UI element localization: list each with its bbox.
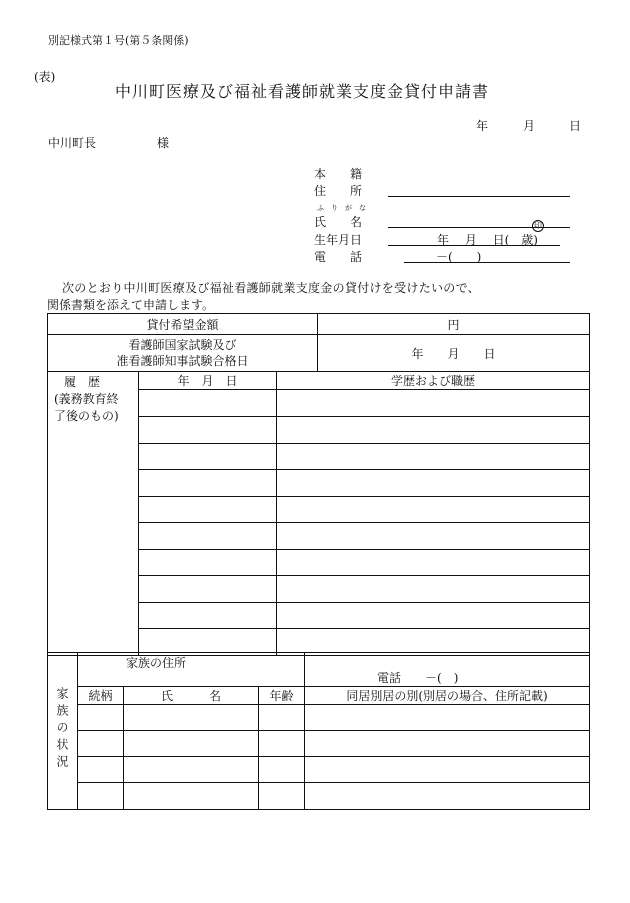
family-age-cell[interactable] (259, 757, 305, 783)
birthdate-value: 年 月 日( 歳) (437, 233, 538, 247)
address-label: 住 所 (314, 184, 363, 198)
history-date-cell[interactable] (139, 576, 277, 603)
request-text-line2: 関係書類を添えて申請します。 (47, 298, 215, 312)
col-cohabit: 同居別居の別(別居の場合、住所記載) (305, 687, 590, 705)
family-age-cell[interactable] (259, 705, 305, 731)
history-detail-cell[interactable] (277, 576, 590, 603)
loan-amount-field[interactable] (318, 314, 590, 335)
family-relation-cell[interactable] (78, 705, 124, 731)
phone-field[interactable] (404, 262, 570, 263)
history-label: 履 歴 (64, 375, 101, 389)
family-cohabit-cell[interactable] (305, 705, 590, 731)
honseki-label: 本 籍 (314, 167, 363, 181)
yen-unit: 円 (447, 317, 460, 332)
history-date-cell[interactable] (139, 523, 277, 550)
history-detail-header: 学歴および職歴 (277, 372, 590, 390)
form-number: 別記様式第１号(第５条関係) (48, 34, 189, 47)
phone-value: －( ) (436, 250, 482, 264)
col-name: 氏 名 (124, 687, 259, 705)
history-date-cell[interactable] (139, 417, 277, 444)
birthdate-field[interactable] (388, 245, 560, 246)
family-name-cell[interactable] (124, 783, 259, 810)
application-table (47, 313, 590, 656)
history-detail-cell[interactable] (277, 417, 590, 444)
family-age-cell[interactable] (259, 731, 305, 757)
family-name-cell[interactable] (124, 705, 259, 731)
side-indicator: (表) (34, 70, 56, 84)
history-date-cell[interactable] (139, 390, 277, 417)
history-date-cell[interactable] (139, 550, 277, 576)
history-detail-cell[interactable] (277, 470, 590, 497)
family-age-cell[interactable] (259, 783, 305, 810)
history-detail-cell[interactable] (277, 603, 590, 629)
family-table (47, 652, 590, 810)
history-detail-cell[interactable] (277, 390, 590, 417)
address-field[interactable] (388, 196, 570, 197)
history-date-cell[interactable] (139, 603, 277, 629)
family-cohabit-cell[interactable] (305, 783, 590, 810)
family-name-cell[interactable] (124, 731, 259, 757)
family-address-label: 家族の住所 (78, 653, 305, 687)
history-detail-cell[interactable] (277, 444, 590, 470)
history-detail-cell[interactable] (277, 550, 590, 576)
exam-pass-date-field[interactable]: 年 月 日 (318, 335, 590, 372)
history-detail-cell[interactable] (277, 523, 590, 550)
loan-amount-label: 貸付希望金額 (48, 314, 318, 335)
col-relation: 続柄 (78, 687, 124, 705)
family-phone-text: 電話 －( ) (377, 671, 459, 685)
family-relation-cell[interactable] (78, 757, 124, 783)
family-address-field[interactable] (305, 653, 590, 687)
history-date-cell[interactable] (139, 470, 277, 497)
addressee-name: 中川町長 (48, 136, 97, 150)
date-month-label: 月 (523, 119, 536, 133)
history-note: (義務教育終了後のもの) (54, 392, 119, 423)
history-date-cell[interactable] (139, 497, 277, 523)
family-cohabit-cell[interactable] (305, 757, 590, 783)
family-relation-cell[interactable] (78, 783, 124, 810)
history-detail-cell[interactable] (277, 497, 590, 523)
furigana-label: ふ り が な (317, 204, 366, 212)
seal-mark: 印 (534, 221, 542, 230)
history-label-cell (48, 372, 139, 656)
addressee-honorific: 様 (157, 136, 170, 150)
family-name-cell[interactable] (124, 757, 259, 783)
request-text-line1: 次のとおり中川町医療及び福祉看護師就業支度金の貸付けを受けたいので、 (62, 281, 480, 295)
col-age: 年齢 (259, 687, 305, 705)
history-date-header: 年 月 日 (139, 372, 277, 390)
date-day-label: 日 (569, 119, 582, 133)
phone-label: 電 話 (314, 250, 363, 264)
family-cohabit-cell[interactable] (305, 731, 590, 757)
date-year-label: 年 (476, 119, 489, 133)
page-title: 中川町医療及び福祉看護師就業支度金貸付申請書 (115, 82, 490, 101)
history-date-cell[interactable] (139, 444, 277, 470)
exam-pass-label: 看護師国家試験及び 准看護師知事試験合格日 (48, 335, 318, 372)
family-section-label: 家族の状況 (48, 653, 78, 810)
family-relation-cell[interactable] (78, 731, 124, 757)
birthdate-label: 生年月日 (314, 233, 363, 247)
name-label: 氏 名 (314, 215, 363, 229)
